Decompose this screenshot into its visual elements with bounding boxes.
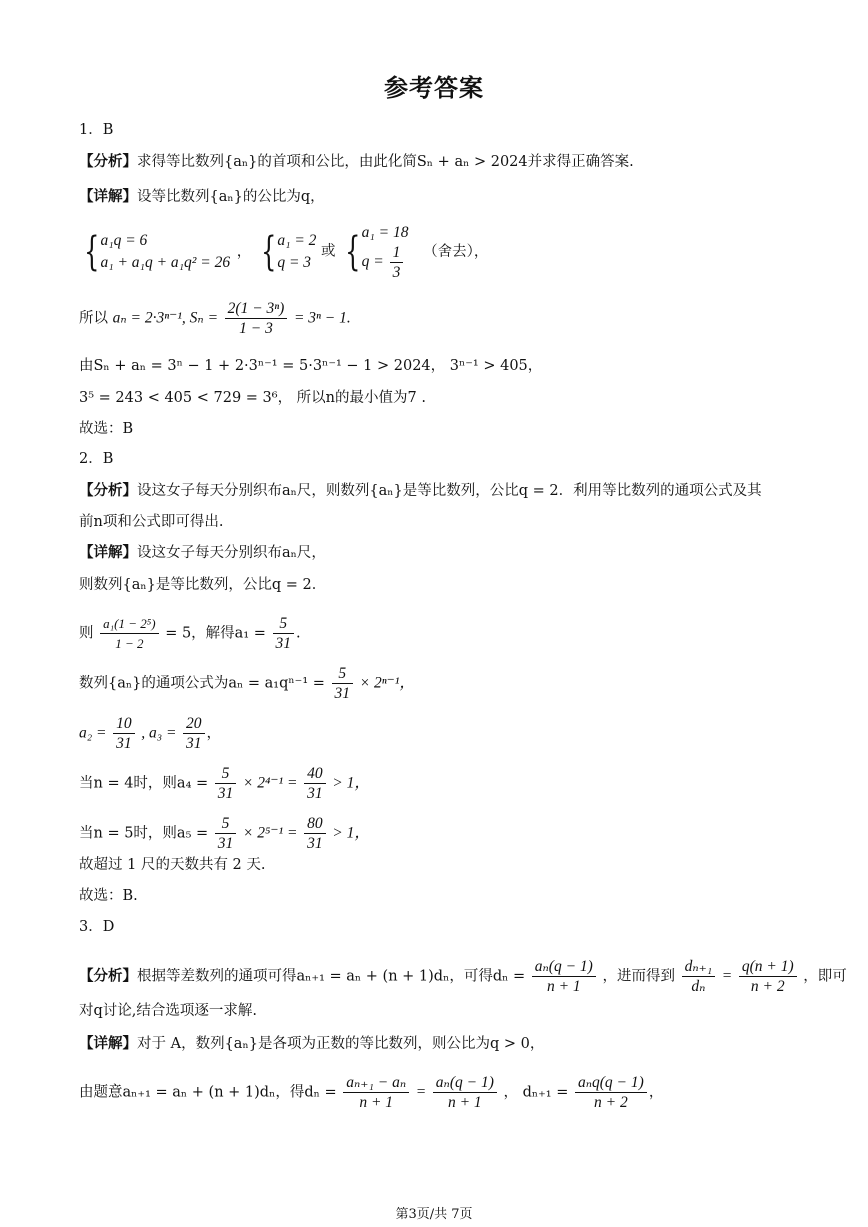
period: . [296,625,301,642]
q3-last-a: 由题意aₙ₊₁ = aₙ + (n + 1)dₙ，得dₙ = [79,1084,337,1101]
sys3-line-a: a₁ = 18 [361,224,409,241]
fraction-numerator: 20 [183,715,205,734]
sys2-line-b: q = 3 [277,253,312,271]
fraction-numerator: 10 [113,715,135,734]
fraction-numerator: 5 [215,815,237,834]
fraction-denominator: dₙ [691,978,706,995]
q1-inequality: 由Sₙ + aₙ = 3ⁿ − 1 + 2·3ⁿ⁻¹ = 5·3ⁿ⁻¹ − 1 > 2024， 3ⁿ⁻¹ > 405， [79,358,543,374]
fraction-numerator: dₙ₊₁ [682,958,716,977]
fraction-denominator: n + 1 [359,1094,394,1111]
analysis-tag: 【分析】 [79,482,137,499]
q2-analysis-text: 设这女子每天分别织布aₙ尺，则数列{aₙ}是等比数列，公比q = 2．利用等比数列的通项公式及其 [137,483,762,499]
fraction-numerator: aₙq(q − 1) [575,1074,647,1093]
sn-rest: = 3ⁿ − 1. [293,309,351,327]
q1-detail [79,187,325,207]
brace: { [84,228,100,275]
fraction-denominator: 31 [334,685,350,702]
fraction-numerator: aₙ₊₁ − aₙ [343,1074,409,1093]
fraction-denominator: 31 [217,835,234,852]
q2-sum-line [79,615,301,652]
fraction-numerator: aₙ(q − 1) [532,958,596,977]
q1-detail-text: 设等比数列{aₙ}的公比为q， [137,189,325,205]
page-title: 参考答案 [384,74,484,102]
q2-detail-2: 则数列{aₙ}是等比数列，公比q = 2． [79,577,327,593]
q3-analysis-c: ，即可 [803,968,847,985]
fraction-numerator: 2(1 − 3ⁿ) [225,300,288,319]
fraction-denominator: 31 [186,735,202,752]
q2-detail-text: 设这女子每天分别织布aₙ尺， [137,545,326,561]
or-text: 或 [321,243,336,260]
comma: ， [206,725,222,742]
gen-rest: × 2ⁿ⁻¹， [359,674,415,692]
a3-prefix: , a₃ = [141,724,177,742]
q1-systems: { a₁q = 6 a₁ + a₁q + a₁q² = 26 ， { a₁ = 2 q = 3 或 { a₁ = 18 q = $\frac{1}{3}$ （舍去）， [84,224,489,281]
q3-number: 3．D [79,919,115,935]
q2-choose: 故选：B. [79,888,138,904]
q2-a2-a3 [79,715,221,752]
brace: { [260,228,277,275]
fraction-denominator: 3 [392,264,401,281]
sys1-line-b: a₁ + a₁q + a₁q² = 26 [100,253,231,271]
n4-mid: × 2⁴⁻¹ = [242,774,298,792]
detail-tag: 【详解】 [79,188,137,205]
fraction-numerator: 5 [215,765,237,784]
q1-analysis [79,152,634,172]
q1-analysis-text: 求得等比数列{aₙ}的首项和公比，由此化简Sₙ + aₙ > 2024并求得正确答案. [137,154,634,170]
discard-note: （舍去）， [423,243,489,260]
q2-number: 2．B [79,451,114,467]
equals: = [415,1083,427,1101]
s5-rest: = 5，解得a₁ = [165,625,266,642]
q1-choose: 故选：B [79,421,134,437]
n4-end: > 1， [332,774,370,792]
n5-prefix: 当n = 5时，则a₅ = [79,825,209,842]
q3-analysis-cont: 对q讨论,结合选项逐一求解. [79,1003,257,1019]
detail-tag: 【详解】 [79,544,137,561]
fraction-numerator: 5 [273,615,295,634]
fraction-denominator: 31 [116,735,132,752]
gen-prefix: 数列{aₙ}的通项公式为aₙ = a₁qⁿ⁻¹ = [79,675,325,692]
fraction-numerator: 1 [390,244,404,263]
brace: { [345,228,361,275]
fraction-numerator: 80 [304,815,326,834]
q3-analysis-a: 根据等差数列的通项可得aₙ₊₁ = aₙ + (n + 1)dₙ，可得dₙ = [137,968,526,985]
then-prefix: 则 [79,625,94,642]
fraction-numerator: a₁(1 − 2⁵) [100,615,158,634]
q2-conclusion: 故超过 1 尺的天数共有 2 天. [79,857,266,873]
q3-analysis-b: ，进而得到 [602,968,675,985]
sys1-line-a: a₁q = 6 [100,231,148,249]
q3-last-b: ， dₙ₊₁ = [503,1084,569,1101]
q2-analysis [79,481,762,501]
detail-tag: 【详解】 [79,1035,137,1052]
fraction-denominator: n + 2 [750,978,785,995]
q2-n4-line [79,765,370,802]
comma: ， [648,1084,664,1101]
q3-detail-text: 对于 A，数列{aₙ}是各项为正数的等比数列，则公比为q > 0， [137,1036,545,1052]
an-formula: aₙ = 2·3ⁿ⁻¹, Sₙ = [112,309,219,327]
q2-analysis-cont: 前n项和公式即可得出. [79,514,224,530]
fraction-denominator: 31 [307,835,323,852]
fraction-denominator: n + 1 [447,1094,482,1111]
fraction-numerator: aₙ(q − 1) [433,1074,497,1093]
fraction-numerator: 5 [332,665,354,684]
analysis-tag: 【分析】 [79,967,137,985]
q1-formula-line [79,300,351,337]
q2-detail [79,543,326,563]
fraction-denominator: 1 − 2 [115,636,144,651]
sys2-line-a: a₁ = 2 [277,231,317,249]
fraction-denominator: n + 1 [546,978,581,995]
n5-mid: × 2⁵⁻¹ = [242,824,298,842]
q2-n5-line [79,815,370,852]
q3-derivation [79,1074,663,1111]
fraction-denominator: n + 2 [594,1094,628,1111]
fraction-numerator: q(n + 1) [739,958,797,977]
fraction-denominator: 31 [307,785,323,802]
n5-end: > 1， [332,824,370,842]
a2-prefix: a₂ = [79,724,107,742]
page-footer: 第3页/共 7页 [395,1207,473,1222]
fraction-denominator: 31 [275,635,292,652]
equals: = [721,967,733,985]
q1-power-line: 3⁵ = 243 < 405 < 729 = 3⁶， 所以n的最小值为7 . [79,390,426,406]
q1-number: 1．B [79,122,114,138]
n4-prefix: 当n = 4时，则a₄ = [79,775,209,792]
analysis-tag: 【分析】 [79,153,137,170]
fraction-denominator: 31 [217,785,234,802]
q3-analysis [79,958,847,995]
q2-general-term [79,665,415,702]
q3-detail [79,1034,544,1054]
so-prefix: 所以 [79,310,108,327]
fraction-denominator: 1 − 3 [239,320,273,337]
fraction-numerator: 40 [304,765,326,784]
